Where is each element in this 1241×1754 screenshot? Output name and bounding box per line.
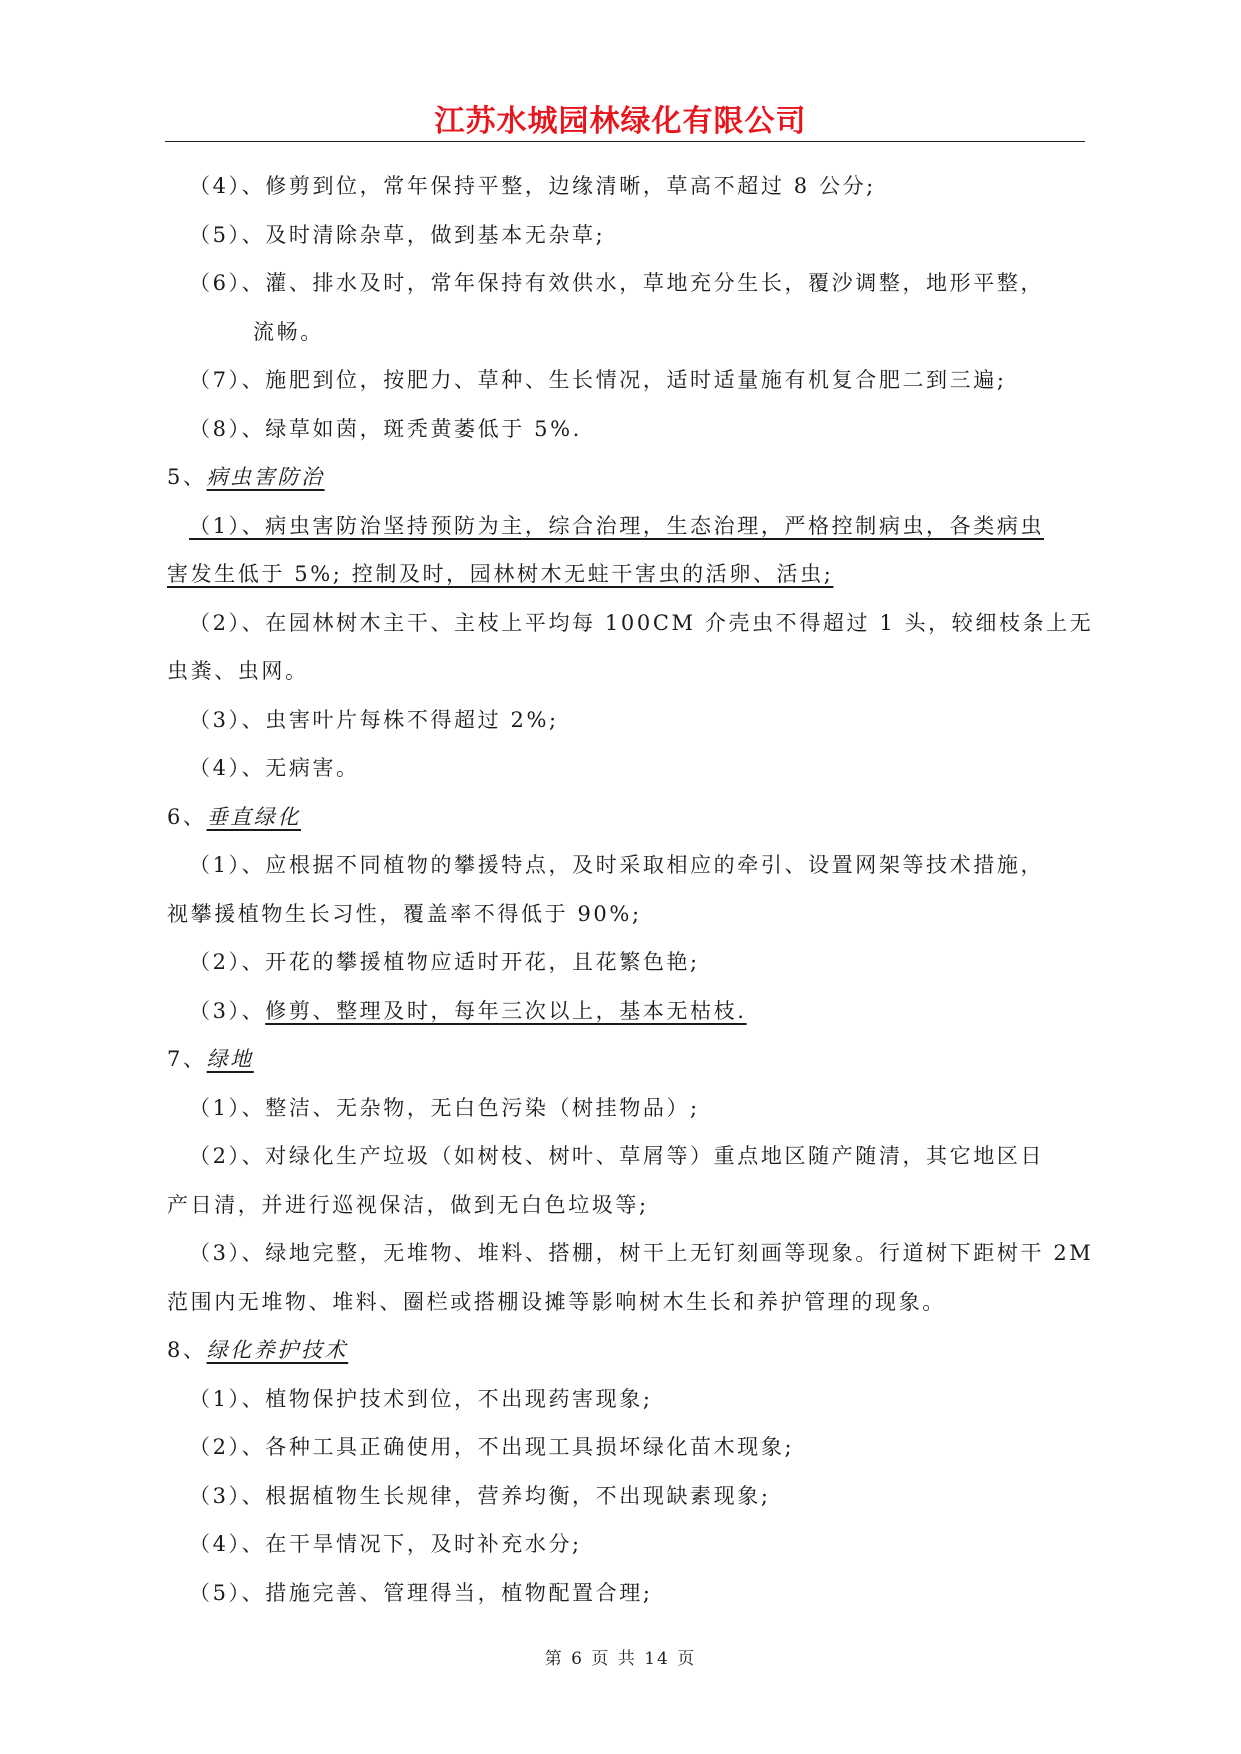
section-number: 5、 [167, 465, 207, 489]
list-item: （2）、在园林树木主干、主枝上平均每 100CM 介壳虫不得超过 1 头，较细枝条上无 [189, 610, 1094, 635]
list-item: （6）、灌、排水及时，常年保持有效供水，草地充分生长，覆沙调整，地形平整， [189, 271, 1045, 295]
header-divider [165, 141, 1085, 142]
page-number-footer: 第 6 页 共 14 页 [544, 1649, 697, 1669]
section-title: 绿地 [206, 1047, 254, 1071]
list-item-continuation: 范围内无堆物、堆料、圈栏或搭棚设摊等影响树木生长和养护管理的现象。 [167, 1289, 946, 1314]
section-number: 7、 [167, 1047, 207, 1071]
section-heading-6 [167, 793, 1085, 842]
list-item: （4）、修剪到位，常年保持平整，边缘清晰，草高不超过 8 公分; [189, 174, 876, 198]
list-item [167, 987, 1085, 1036]
underlined-text: 害发生低于 5%; 控制及时，园林树木无蛀干害虫的活卵、活虫; [167, 562, 834, 586]
section-heading-7 [167, 1035, 1085, 1084]
section-number: 6、 [167, 804, 207, 829]
section-heading-8 [167, 1326, 1085, 1375]
list-item [167, 502, 1085, 551]
document-body [167, 162, 1094, 1617]
section-title: 垂直绿化 [206, 804, 301, 829]
section-title: 绿化养护技术 [206, 1338, 349, 1362]
list-item: （2）、对绿化生产垃圾（如树枝、树叶、草屑等）重点地区随产随清，其它地区日 [189, 1144, 1045, 1168]
list-item-continuation [167, 550, 1085, 599]
list-number: （3）、 [189, 998, 266, 1023]
list-item: （7）、施肥到位，按肥力、草种、生长情况，适时适量施有机复合肥二到三遍; [189, 368, 1007, 392]
list-item: （4）、无病害。 [189, 756, 360, 780]
list-item: （3）、绿地完整，无堆物、堆料、搭棚，树干上无钉刻画等现象。行道树下距树干 2M [189, 1241, 1094, 1265]
list-item: （5）、及时清除杂草，做到基本无杂草; [189, 222, 606, 247]
section-title: 病虫害防治 [206, 465, 325, 489]
underlined-text: （1）、病虫害防治坚持预防为主，综合治理，生态治理，严格控制病虫，各类病虫 [189, 513, 1045, 538]
list-item: （1）、应根据不同植物的攀援特点，及时采取相应的牵引、设置网架等技术措施， [189, 853, 1045, 877]
section-heading-5 [167, 453, 1085, 502]
company-header-title: 江苏水城园林绿化有限公司 [434, 104, 807, 139]
list-item: （3）、根据植物生长规律，营养均衡，不出现缺素现象; [189, 1483, 771, 1508]
list-item-continuation: 虫粪、虫网。 [167, 659, 309, 683]
list-item-continuation: 视攀援植物生长习性，覆盖率不得低于 90%; [167, 901, 642, 926]
underlined-text: 修剪、整理及时，每年三次以上，基本无枯枝. [265, 998, 747, 1023]
section-number: 8、 [167, 1338, 207, 1362]
list-item: （8）、绿草如茵，斑秃黄萎低于 5%. [189, 416, 582, 441]
list-item: （2）、各种工具正确使用，不出现工具损坏绿化苗木现象; [189, 1435, 795, 1459]
list-item: （5）、措施完善、管理得当，植物配置合理; [189, 1580, 653, 1605]
list-item: （1）、植物保护技术到位，不出现药害现象; [189, 1386, 653, 1411]
list-item-continuation: 产日清，并进行巡视保洁，做到无白色垃圾等; [167, 1192, 649, 1217]
list-item: （4）、在干旱情况下，及时补充水分; [189, 1532, 582, 1556]
list-item: （3）、虫害叶片每株不得超过 2%; [189, 707, 559, 732]
list-item-continuation: 流畅。 [253, 319, 324, 344]
list-item: （1）、整洁、无杂物，无白色污染（树挂物品）; [189, 1095, 700, 1120]
list-item: （2）、开花的攀援植物应适时开花，且花繁色艳; [189, 950, 700, 974]
